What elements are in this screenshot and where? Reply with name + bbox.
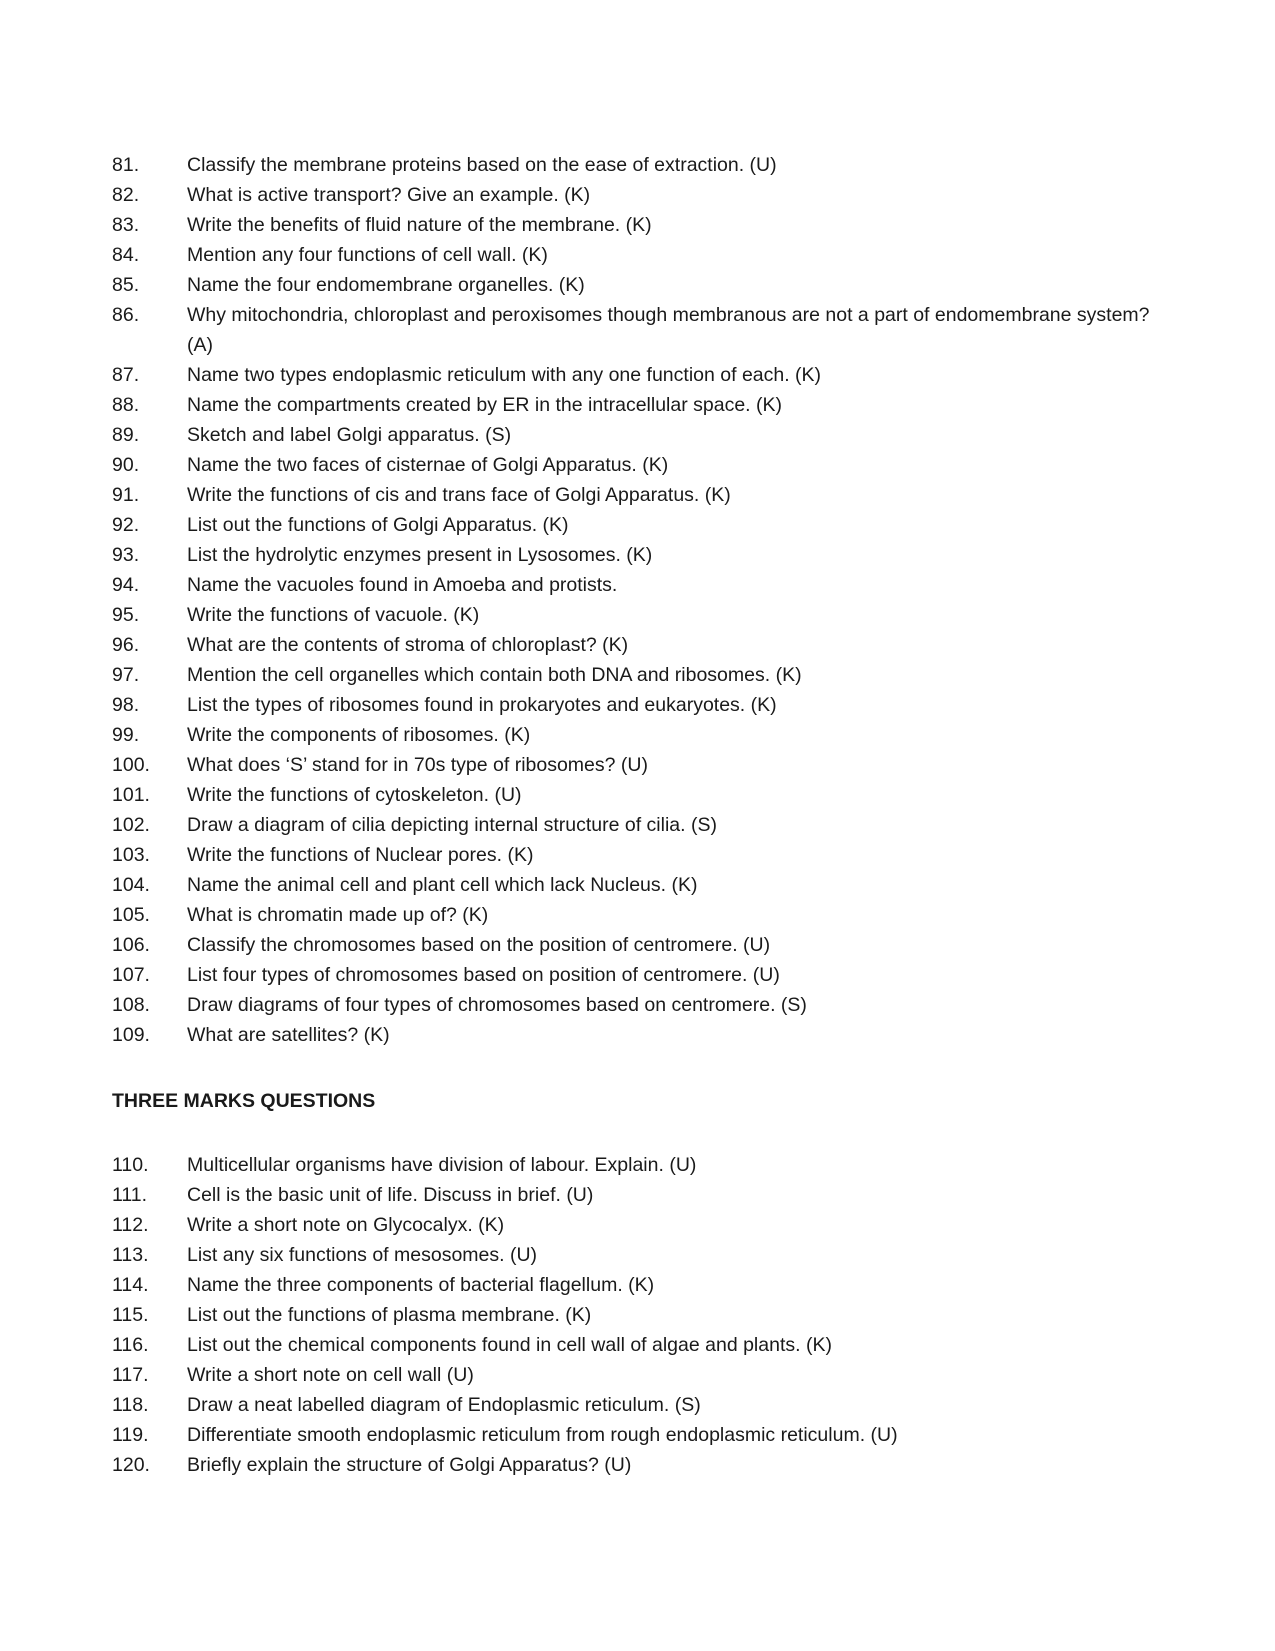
question-item	[112, 420, 1172, 450]
question-text: Cell is the basic unit of life. Discuss in brief. (U)	[187, 1184, 594, 1206]
question-item	[112, 810, 1172, 840]
question-number: 95.	[112, 604, 140, 626]
question-number: 92.	[112, 514, 140, 536]
question-number: 86.	[112, 304, 140, 326]
question-item	[112, 660, 1172, 690]
question-text: What are the contents of stroma of chloroplast? (K)	[187, 634, 629, 656]
question-item	[112, 540, 1172, 570]
question-item	[112, 480, 1172, 510]
question-number: 98.	[112, 694, 140, 716]
question-number: 96.	[112, 634, 140, 656]
question-item	[112, 180, 1172, 210]
question-number: 110.	[112, 1154, 149, 1176]
question-number: 94.	[112, 574, 140, 596]
question-number: 87.	[112, 364, 140, 386]
question-text: Multicellular organisms have division of labour. Explain. (U)	[187, 1154, 697, 1176]
question-number: 93.	[112, 544, 140, 566]
question-number: 82.	[112, 184, 140, 206]
question-text: List out the chemical components found in cell wall of algae and plants. (K)	[187, 1334, 832, 1356]
question-number: 102.	[112, 814, 150, 836]
question-item	[112, 270, 1172, 300]
question-text: Classify the chromosomes based on the position of centromere. (U)	[187, 934, 771, 956]
question-item	[112, 210, 1172, 240]
question-number: 89.	[112, 424, 140, 446]
question-number: 119.	[112, 1424, 149, 1446]
question-text: Briefly explain the structure of Golgi Apparatus? (U)	[187, 1454, 632, 1476]
question-number: 111.	[112, 1184, 148, 1206]
question-number: 106.	[112, 934, 150, 956]
question-number: 101.	[112, 784, 150, 806]
question-text: What is active transport? Give an example. (K)	[187, 184, 591, 206]
question-text: Why mitochondria, chloroplast and peroxisomes though membranous are not a part of endomembrane system? (A)	[187, 304, 1150, 356]
question-text: Name the vacuoles found in Amoeba and protists.	[187, 574, 618, 596]
question-number: 115.	[112, 1304, 149, 1326]
question-item	[112, 1360, 1172, 1390]
question-number: 84.	[112, 244, 140, 266]
question-text: Write a short note on cell wall (U)	[187, 1364, 474, 1386]
question-item	[112, 1300, 1172, 1330]
question-text: What does ‘S’ stand for in 70s type of ribosomes? (U)	[187, 754, 648, 776]
question-item	[112, 990, 1172, 1020]
question-number: 85.	[112, 274, 140, 296]
question-text: List four types of chromosomes based on position of centromere. (U)	[187, 964, 780, 986]
question-item	[112, 780, 1172, 810]
question-item	[112, 1020, 1172, 1050]
question-number: 104.	[112, 874, 150, 896]
question-text: List the types of ribosomes found in prokaryotes and eukaryotes. (K)	[187, 694, 777, 716]
question-number: 112.	[112, 1214, 149, 1236]
question-item	[112, 510, 1172, 540]
question-number: 108.	[112, 994, 150, 1016]
question-number: 100.	[112, 754, 150, 776]
question-item	[112, 570, 1172, 600]
question-item	[112, 900, 1172, 930]
question-number: 97.	[112, 664, 140, 686]
question-number: 103.	[112, 844, 150, 866]
question-text: Name the two faces of cisternae of Golgi Apparatus. (K)	[187, 454, 669, 476]
question-text: Write a short note on Glycocalyx. (K)	[187, 1214, 505, 1236]
question-number: 117.	[112, 1364, 149, 1386]
question-item	[112, 1390, 1172, 1420]
question-item	[112, 1210, 1172, 1240]
question-text: List any six functions of mesosomes. (U)	[187, 1244, 538, 1266]
question-item	[112, 1240, 1172, 1270]
question-item	[112, 1450, 1172, 1480]
question-number: 107.	[112, 964, 150, 986]
question-item	[112, 600, 1172, 630]
question-item	[112, 720, 1172, 750]
question-number: 99.	[112, 724, 140, 746]
question-text: Draw a diagram of cilia depicting internal structure of cilia. (S)	[187, 814, 717, 836]
question-text: Write the benefits of fluid nature of the membrane. (K)	[187, 214, 652, 236]
question-text: Draw diagrams of four types of chromosomes based on centromere. (S)	[187, 994, 807, 1016]
question-number: 81.	[112, 154, 140, 176]
question-number: 116.	[112, 1334, 149, 1356]
question-item	[112, 240, 1172, 270]
question-text: Mention any four functions of cell wall. (K)	[187, 244, 548, 266]
question-item	[112, 870, 1172, 900]
question-text: Classify the membrane proteins based on the ease of extraction. (U)	[187, 154, 777, 176]
three-marks-question-list	[112, 1150, 1172, 1480]
question-number: 109.	[112, 1024, 150, 1046]
question-number: 113.	[112, 1244, 149, 1266]
question-number: 91.	[112, 484, 140, 506]
question-item	[112, 1180, 1172, 1210]
question-item	[112, 840, 1172, 870]
question-text: Write the components of ribosomes. (K)	[187, 724, 531, 746]
question-number: 105.	[112, 904, 150, 926]
question-text: Sketch and label Golgi apparatus. (S)	[187, 424, 512, 446]
question-item	[112, 150, 1172, 180]
question-text: Name the four endomembrane organelles. (K)	[187, 274, 585, 296]
question-text: What are satellites? (K)	[187, 1024, 390, 1046]
question-text: List out the functions of plasma membrane. (K)	[187, 1304, 592, 1326]
question-number: 90.	[112, 454, 140, 476]
question-item	[112, 690, 1172, 720]
section-heading: THREE MARKS QUESTIONS	[112, 1090, 376, 1112]
question-item	[112, 960, 1172, 990]
question-text: Write the functions of cytoskeleton. (U)	[187, 784, 522, 806]
question-number: 114.	[112, 1274, 149, 1296]
question-item	[112, 1330, 1172, 1360]
question-item	[112, 390, 1172, 420]
question-text: What is chromatin made up of? (K)	[187, 904, 489, 926]
question-text: Name the compartments created by ER in the intracellular space. (K)	[187, 394, 783, 416]
question-text: Name the three components of bacterial flagellum. (K)	[187, 1274, 655, 1296]
question-text: List out the functions of Golgi Apparatus. (K)	[187, 514, 569, 536]
two-marks-question-list	[112, 150, 1172, 1050]
question-text: Write the functions of Nuclear pores. (K)	[187, 844, 534, 866]
question-item	[112, 750, 1172, 780]
question-text: Write the functions of vacuole. (K)	[187, 604, 480, 626]
question-item	[112, 1420, 1172, 1450]
question-number: 88.	[112, 394, 140, 416]
question-item	[112, 1270, 1172, 1300]
question-item	[112, 1150, 1172, 1180]
question-text: Differentiate smooth endoplasmic reticulum from rough endoplasmic reticulum. (U)	[187, 1424, 898, 1446]
question-number: 83.	[112, 214, 140, 236]
question-item	[112, 930, 1172, 960]
question-item	[112, 300, 1172, 360]
question-item	[112, 450, 1172, 480]
question-text: Name the animal cell and plant cell which lack Nucleus. (K)	[187, 874, 698, 896]
question-text: Write the functions of cis and trans face of Golgi Apparatus. (K)	[187, 484, 731, 506]
question-number: 120.	[112, 1454, 150, 1476]
question-text: Name two types endoplasmic reticulum with any one function of each. (K)	[187, 364, 822, 386]
question-number: 118.	[112, 1394, 149, 1416]
question-item	[112, 630, 1172, 660]
question-text: Mention the cell organelles which contain both DNA and ribosomes. (K)	[187, 664, 802, 686]
question-text: Draw a neat labelled diagram of Endoplasmic reticulum. (S)	[187, 1394, 701, 1416]
question-text: List the hydrolytic enzymes present in Lysosomes. (K)	[187, 544, 653, 566]
question-item	[112, 360, 1172, 390]
